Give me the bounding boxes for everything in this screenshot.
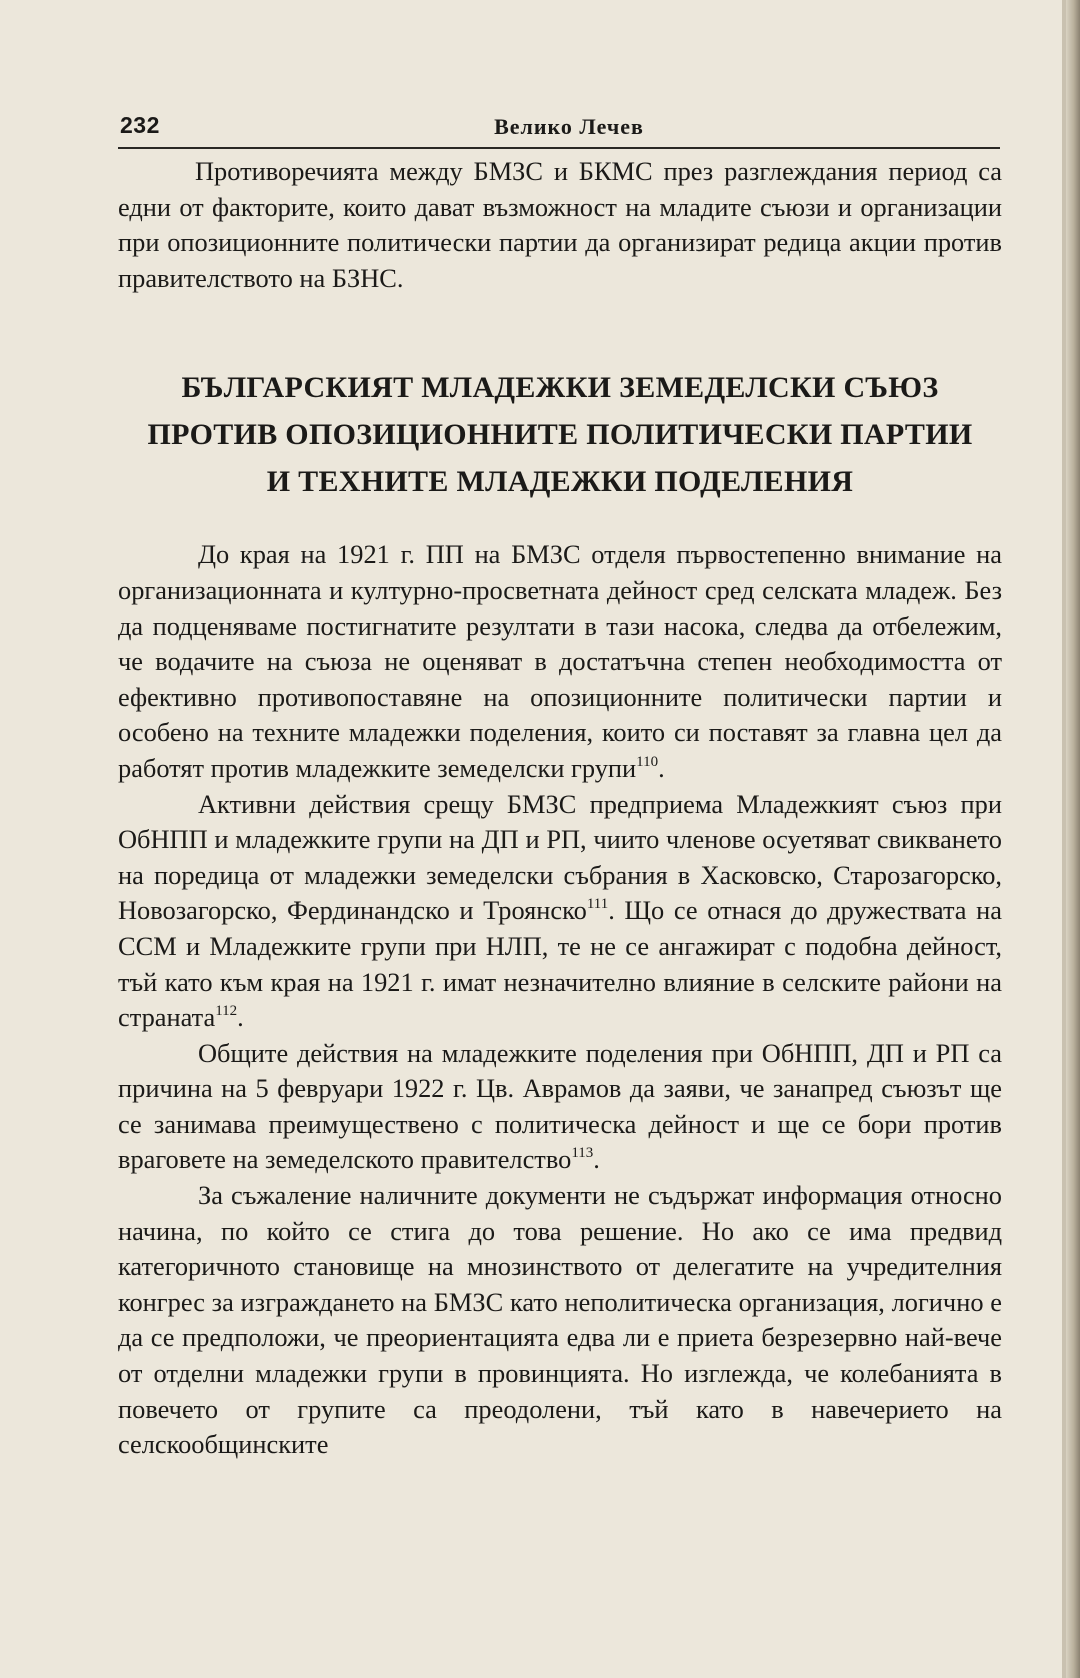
header-rule: [118, 147, 1000, 149]
section-heading: [118, 364, 1002, 505]
page-body: [118, 154, 1002, 1463]
footnote-ref-111: 111: [586, 896, 609, 913]
body-paragraph-4: [118, 1178, 1002, 1463]
paragraph-text: За съжаление наличните документи не съдържат информация относно начина, по който се стига до това решение. Но ако се има предвид категоричното становище на мнозинството от делегатите на учредителния конгрес за изграждането на БМЗС като неполитическа организация, логично е да се предположи, че преориентацията едва ли е приета безрезервно най-вече от отделни младежки групи в провинцията. Но изглежда, че колебанията в повечето от групите са преодолени, тъй като в навечерието на селскообщинските: [118, 1180, 1002, 1460]
paragraph-continuation: . Що се отнася до дружествата на ССМ и Младежките групи при НЛП, те не се ангажират с подобна дейност, тъй като към края на 1921 г. имат незначително влияние в селските райони на страната: [118, 895, 1002, 1033]
body-paragraph-1: [118, 537, 1002, 786]
paragraph-end: .: [658, 752, 665, 783]
section-heading-line-1: БЪЛГАРСКИЯТ МЛАДЕЖКИ ЗЕМЕДЕЛСКИ СЪЮЗ: [181, 371, 939, 405]
page-edge-shadow: [1062, 0, 1066, 1678]
footnote-ref-112: 112: [215, 1003, 238, 1020]
page-header: [118, 106, 1000, 146]
section-heading-line-2: ПРОТИВ ОПОЗИЦИОННИТЕ ПОЛИТИЧЕСКИ ПАРТИИ: [147, 418, 973, 452]
page-number: 232: [120, 112, 160, 138]
paragraph-text: Общите действия на младежките поделения при ОбНПП, ДП и РП са причина на 5 февруари 1922 г. Цв. Аврамов да заяви, че занапред съюзът ще се занимава преимуществено с политическа дейност и ще се бори против враговете на земеделското правителство: [118, 1037, 1002, 1175]
footnote-ref-110: 110: [636, 753, 659, 770]
paragraph-end: .: [237, 1002, 244, 1033]
body-paragraph-2: [118, 787, 1002, 1036]
page-edge: [1066, 0, 1080, 1678]
intro-paragraph: [118, 154, 1002, 296]
section-heading-line-3: И ТЕХНИТЕ МЛАДЕЖКИ ПОДЕЛЕНИЯ: [266, 465, 854, 499]
paragraph-text: Активни действия срещу БМЗС предприема Младежкият съюз при ОбНПП и младежките групи на ДП и РП, чиито членове осуетяват свикването на поредица от младежки земеделски събрания в Хасковско, Старозагорско, Новозагорско, Фердинандско и Троянско: [118, 788, 1002, 926]
intro-text: Противоречията между БМЗС и БКМС през разглеждания период са едни от факторите, които дават възможност на младите съюзи и организации при опозиционните политически партии да организират редица акции против правителството на БЗНС.: [118, 156, 1002, 293]
body-paragraph-3: [118, 1036, 1002, 1178]
footnote-ref-113: 113: [571, 1145, 594, 1162]
paragraph-end: .: [593, 1144, 600, 1175]
running-head-author: Велико Лечев: [494, 114, 644, 139]
paragraph-text: До края на 1921 г. ПП на БМЗС отделя първостепенно внимание на организационната и културно-просветната дейност сред селската младеж. Без да подценяваме постигнатите резултати в тази насока, следва да отбележим, че водачите на съюза не оценяват в достатъчна степен необходимостта от ефективно противопоставяне на опозиционните политически партии и особено на техните младежки поделения, които си поставят за главна цел да работят против младежките земеделски групи: [118, 539, 1002, 783]
